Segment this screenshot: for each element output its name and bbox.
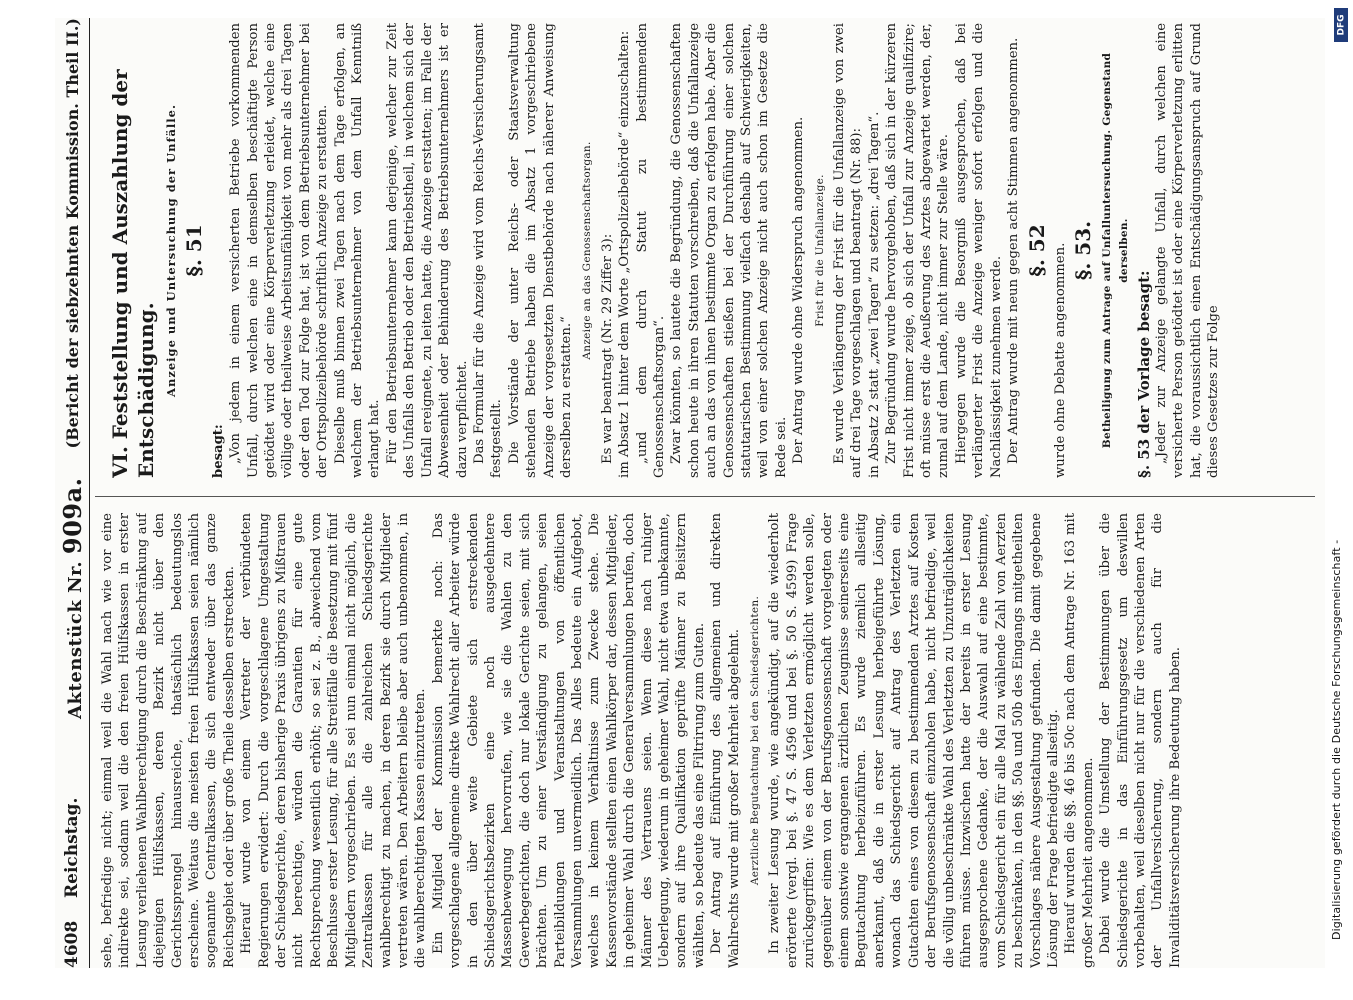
digitization-credit (1312, 60, 1348, 940)
subheading: Anzeige an das Genossenschaftsorgan. (581, 141, 594, 360)
paragraph: Hiergegen wurde die Besorgniß ausgesprochen, daß bei verlängerter Frist die Anzeige weniger sofort erfolgen und die Nachlässigkeit zunehmen werde. (953, 23, 1004, 478)
paragraph: „Jeder zur Anzeige gelangte Unfall, durch welchen eine versicherte Person getödtet ist oder eine Körperverletzung erlitten hat, die voraussichtlich einen Entschädigungsanspruch auf Grund dieses Gesetzes zur Folge (1153, 23, 1222, 478)
page-header (55, 18, 90, 968)
subheading: Betheiligung zum Antrage auf Unfalluntersuchung. Gegenstand derselben. (1100, 52, 1131, 449)
digitization-note: Digitalisierung gefördert durch die Deutsche Forschungsgemeinschaft - (1330, 539, 1343, 940)
document-page (55, 18, 1325, 968)
paragraph: Zur Begründung wurde hervorgehoben, daß sich in der kürzeren Frist nicht immer zeige, ob sich der Unfall zur Anzeige qualifizire; oft müsse erst die Aeußerung des Arztes abgewartet werden, der, zumal auf dem Lande, nicht immer zur Stelle wäre. (884, 23, 952, 478)
paragraph: „und dem durch Statut zu bestimmenden Genossenschaftsorgan“. (634, 23, 667, 478)
dfg-logo-text: DFG (1336, 14, 1347, 36)
paragraph-mark: §. 52 (1024, 224, 1049, 277)
paragraph: sehe, befriedige nicht; einmal weil die Wahl nach wie vor eine indirekte sei, sodann weil die den freien Hülfskassen in erster Lesung verliehenen Wahlberechtigung durch die Beschränkung auf diejenigen Hülfskassen, deren Bezirk nicht über den Gerichtssprengel hinausreiche, thatsächlich bedeutungslos erscheine. Weitaus die meisten freien Hülfskassen seien nämlich sogenannte Centralkassen, die sich entweder über das ganze Reichsgebiet oder über große Theile desselben erstreckten. (100, 513, 237, 968)
subheading: Frist für die Unfallanzeige. (813, 174, 826, 327)
paragraph: Hierauf wurden die §§. 46 bis 50c nach dem Antrage Nr. 163 mit großer Mehrheit angenommen. (1063, 513, 1096, 968)
paragraph: Es war beantragt (Nr. 29 Ziffer 3): (599, 233, 615, 464)
lead-word: besagt: (210, 424, 226, 478)
paragraph: Zwar könnten, so lautete die Begründung, die Genossenschaften schon heute in ihren Statuten vorschreiben, daß die Unfallanzeige auch an das von ihnen bestimmte Organ zu erfolgen habe. Aber die Genossenschaften stießen bei der Durchführung einer solchen statutarischen Bestimmung vielfach deshalb auf Schwierigkeiten, weil von einer solchen Anzeige nicht auch schon im Gesetze die Rede sei. (669, 23, 789, 478)
header-center-number: 909a. (57, 477, 87, 555)
paragraph: Der Antrag wurde mit neun gegen acht Stimmen angenommen. (1006, 37, 1022, 464)
dfg-logo (1334, 8, 1348, 42)
page-number: 4608 (62, 920, 82, 968)
paragraph: Ein Mitglied der Kommission bemerkte noch: Das vorgeschlagene allgemeine direkte Wahlrecht aller Arbeiter würde in den über weite Gebiete sich erstreckenden Schiedsgerichtsbezirken eine noch ausgedehntere Massenbewegung hervorrufen, wie sie die Wahlen zu den Gewerbegerichten, die doch nur lokale Gerichte seien, mit sich brächten. Um zu einer Verständigung zu gelangen, seien Parteibildungen und Veranstaltungen von öffentlichen Versammlungen unvermeidlich. Das Alles bedeute ein Aufgebot, welches in keinem Verhältnisse zum Zwecke stehe. Die Kassenvorstände stellten einen Wahlkörper dar, dessen Mitglieder, in geheimer Wahl durch die Generalversammlungen berufen, doch Männer des Vertrauens seien. Wenn diese nach ruhiger Ueberlegung, wiederum in geheimer Wahl, nicht etwa unbekannte, sondern auf ihre Qualifikation geprüfte Männer zu Beisitzern wählten, so bedeute das eine Filtrirung zum Guten. (430, 513, 707, 968)
paragraph: Das Formular für die Anzeige wird vom Reichs-Versicherungsamt festgestellt. (471, 23, 505, 478)
subheading: Aerztliche Begutachtung bei den Schiedsgerichten. (749, 595, 762, 886)
paragraph: Dieselbe muß binnen zwei Tagen nach dem Tage erfolgen, an welchem der Betriebsunternehmer von dem Unfall Kenntniß erlangt hat. (332, 23, 383, 478)
paragraph: Es wurde Verlängerung der Frist für die Unfallanzeige von zwei auf drei Tage vorgeschlagen und beantragt (Nr. 88): (832, 23, 865, 478)
paragraph: Der Antrag wurde ohne Widerspruch angenommen. (791, 116, 807, 464)
paragraph: In zweiter Lesung wurde, wie angekündigt, auf die wiederholt erörterte (vergl. bei §. 47 S. 4596 und bei §. 50 S. 4599) Frage zurückgegriffen: Wie es dem Verletzten ermöglicht werden solle, gegenüber einem von der Berufsgenossenschaft vorgelegten oder einem sonstwie ergangenen ärztlichen Zeugnisse seinerseits eine Begutachtung herbeizuführen. Es wurde ziemlich allseitig anerkannt, daß die in erster Lesung herbeigeführte Lösung, wonach das Schiedsgericht auf Antrag des Verletzten ein Gutachten eines von diesem zu bestimmenden Arztes auf Kosten der Berufsgenossenschaft einzuholen habe, nicht befriedige, weil die völlig unbeschränkte Wahl des Verletzten zu Unzuträglichkeiten führen müsse. Inzwischen hatte der bereits in erster Lesung ausgesprochene Gedanke, der die Auswahl auf eine bestimmte, vom Schiedsgericht ein für alle Mal zu wählende Zahl von Aerzten zu beschränken, in den §§. 50a und 50b des Eingangs mitgetheilten Vorschlages nähere Ausgestaltung gefunden. Die damit gegebene Lösung der Frage befriedigte allseitig. (767, 513, 1061, 968)
header-center-prefix: Aktenstück Nr. (64, 560, 86, 719)
left-column (99, 513, 1314, 968)
column-divider (95, 496, 1315, 497)
lead-line: §. 53 der Vorlage besagt: (1134, 270, 1153, 478)
paragraph-mark: §. 53. (1071, 220, 1096, 281)
right-column (99, 23, 1314, 478)
paragraph: wurde ohne Debatte angenommen. (1052, 242, 1068, 478)
paragraph: Die Vorstände der unter Reichs- oder Staatsverwaltung stehenden Betriebe haben die im Absatz 1 vorgeschriebene Anzeige der vorgesetzten Dienstbehörde nach näherer Anweisung derselben zu erstatten.“ (506, 23, 574, 478)
paragraph: in Absatz 2 statt „zwei Tagen“ zu setzen: „drei Tagen“. (866, 111, 882, 478)
paragraph: Hierauf wurde von einem Vertreter der verbündeten Regierungen erwidert: Durch die vorgeschlagene Umgestaltung der Schiedsgerichte, deren bisherige Praxis übrigens zu Mißtrauen nicht berechtige, würden die Garantien für eine gute Rechtsprechung wesentlich erhöht; so sei z. B., abweichend vom Beschlusse erster Lesung, für alle Streitfälle die Besetzung mit fünf Mitgliedern vorgeschrieben. Es sei nun einmal nicht möglich, die Zentralkassen für alle die zahlreichen Schiedsgerichte wahlberechtigt zu machen, in deren Bezirk sie durch Mitglieder vertreten wären. Den Arbeitern bleibe aber auch unbenommen, in die wahlberechtigten Kassen einzutreten. (239, 513, 429, 968)
header-right: (Bericht der siebzehnten Kommission. Theil II.) (62, 18, 82, 449)
paragraph: Dabei wurde die Umstellung der Bestimmungen über die Schiedsgerichte in das Einführungsgesetz um deswillen vorbehalten, weil dieselben nicht nur für die verschiedenen Arten der Unfallversicherung, sondern auch für die Invaliditätsversicherung ihre Bedeutung haben. (1098, 513, 1183, 968)
chapter-heading: VI. Feststellung und Auszahlung der Entschädigung. (108, 69, 158, 478)
paragraph: Der Antrag auf Einführung des allgemeinen und direkten Wahlrechts wurde mit großer Mehrheit abgelehnt. (709, 513, 742, 968)
paragraph: im Absatz 1 hinter dem Worte „Ortspolizeibehörde“ einzuschalten: (617, 30, 633, 478)
header-left: Reichstag. (62, 797, 82, 898)
section-heading: Anzeige und Untersuchung der Unfälle. (164, 104, 178, 397)
paragraph: „Von jedem in einem versicherten Betriebe vorkommenden Unfall, durch welchen eine in demselben beschäftigte Person getödtet wird oder eine Körperverletzung erleidet, welche eine völlige oder theilweise Arbeitsunfähigkeit von mehr als drei Tagen oder den Tod zur Folge hat, ist von dem Betriebsunternehmer bei der Ortspolizeibehörde schriftlich Anzeige zu erstatten. (228, 23, 331, 478)
paragraph: Für den Betriebsunternehmer kann derjenige, welcher zur Zeit des Unfalls den Betrieb oder den Betriebstheil, in welchem sich der Unfall ereignete, zu leiten hatte, die Anzeige erstatten; im Falle der Abwesenheit oder Behinderung des Betriebsunternehmers ist er dazu verpflichtet. (384, 23, 470, 478)
paragraph-mark: §. 51 (182, 224, 207, 277)
header-center (58, 449, 87, 749)
